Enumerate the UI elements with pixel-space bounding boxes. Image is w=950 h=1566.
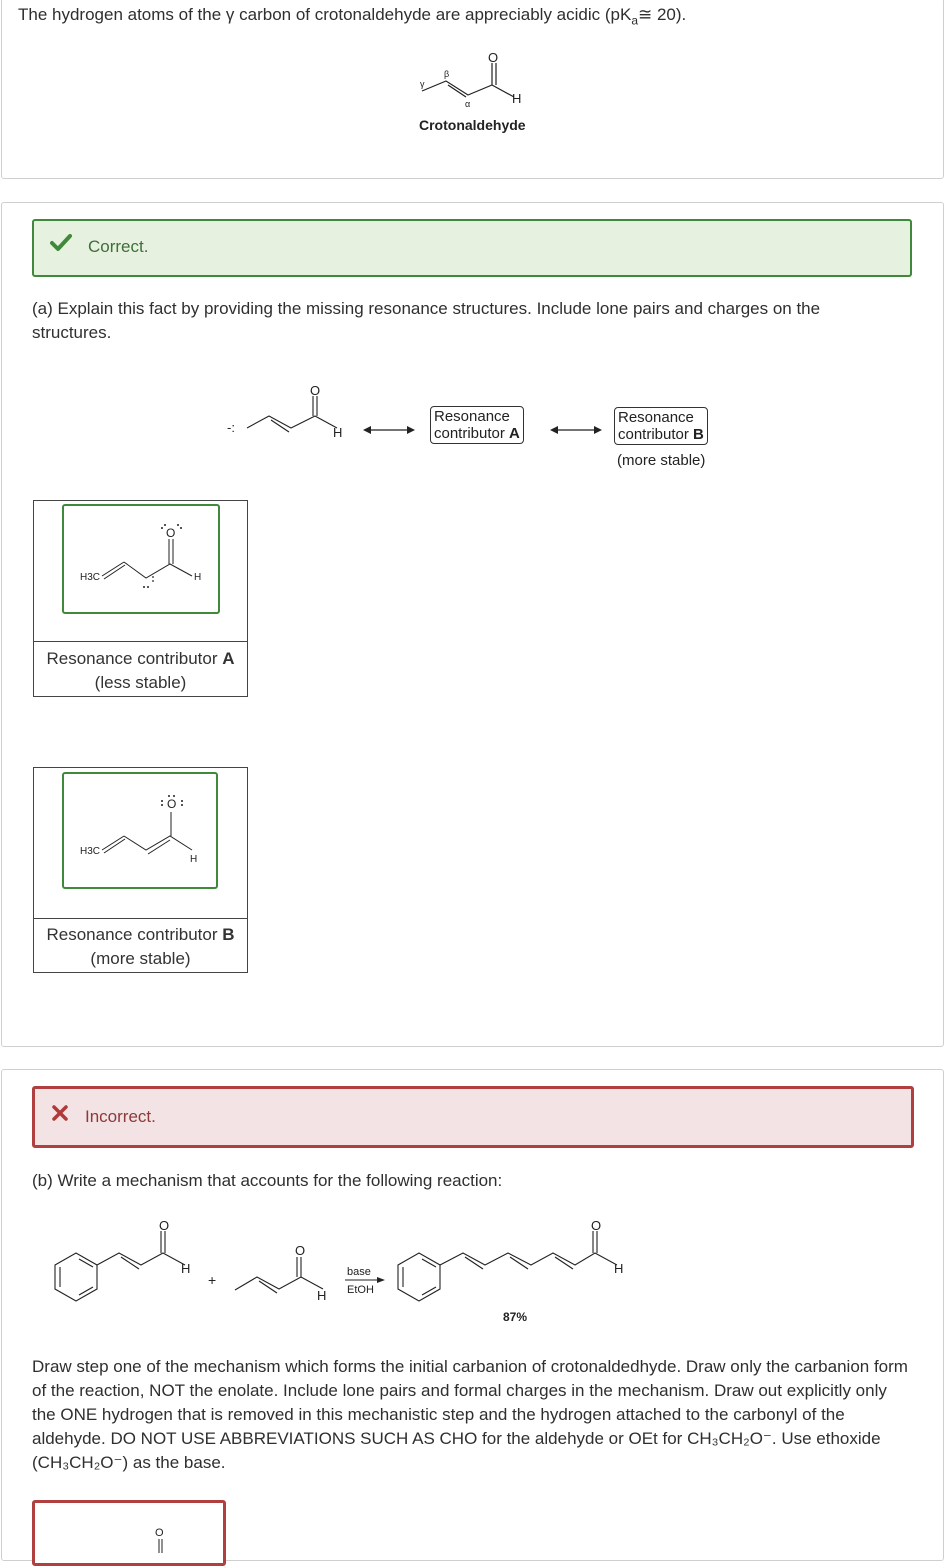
reagent-base: base <box>347 1266 371 1278</box>
crotonaldehyde-reactant <box>235 1257 323 1293</box>
structure-drawing-b[interactable] <box>62 772 218 889</box>
part-b-feedback <box>32 1086 914 1148</box>
structure-a-oxygen: O <box>166 526 176 540</box>
structure-b-hydrogen: H <box>190 854 198 865</box>
part-a-feedback <box>32 219 912 277</box>
product-hydrogen: H <box>614 1261 624 1276</box>
gamma-label: γ <box>420 79 425 89</box>
plus-sign: + <box>208 1272 217 1288</box>
cross-icon <box>51 1104 69 1127</box>
scheme-oxygen: O <box>310 383 321 398</box>
intro-card <box>1 0 944 179</box>
caption-b-prefix: Resonance contributor <box>46 925 223 944</box>
scheme-box-b-letter: B <box>693 426 704 443</box>
beta-label: β <box>444 69 450 79</box>
reactant1-hydrogen: H <box>181 1261 191 1276</box>
scheme-box-a-line1: Resonance <box>434 408 510 425</box>
yield-label: 87% <box>503 1310 528 1324</box>
alpha-label: α <box>465 99 471 109</box>
resonance-scheme <box>225 380 425 450</box>
feedback-label: Incorrect. <box>85 1107 156 1126</box>
answer-box-a <box>33 500 248 697</box>
part-b-question: (b) Write a mechanism that accounts for the following reaction: <box>32 1171 503 1190</box>
feedback-label: Correct. <box>88 237 149 256</box>
checkmark-icon <box>50 233 72 258</box>
cinnamaldehyde <box>55 1231 185 1301</box>
product-oxygen: O <box>591 1218 602 1233</box>
scheme-box-a-line2: contributor <box>434 425 510 442</box>
scheme-box-b-line2: contributor <box>618 426 694 443</box>
hydrogen-label: H <box>512 91 522 106</box>
caption-a-note: (less stable) <box>94 673 187 692</box>
product <box>398 1231 617 1301</box>
caption-b-letter: B <box>222 925 235 944</box>
scheme-box-b-line1: Resonance <box>618 409 694 426</box>
structure-a-svg <box>64 506 218 612</box>
caption-b <box>34 923 247 947</box>
structure-a-h3c: H3C <box>80 572 101 583</box>
scheme-box-b <box>614 407 708 445</box>
answer-box-b <box>33 767 248 973</box>
resonance-arrow-2 <box>550 424 602 436</box>
answer-box-b-part[interactable] <box>32 1500 226 1566</box>
part-b-instructions: Draw step one of the mechanism which forms the initial carbanion of crotonaldedhyde. Draw only the carbanion form of the reaction, NOT the enolate. Include lone pairs and formal charges in the mechanism. Draw out explicitly only the ONE hydrogen that is removed in this mechanistic step and the hydrogen attached to the carbonyl of the aldehyde. DO NOT USE ABBREVIATIONS SUCH AS CHO for the aldehyde or OEt for CH₃CH₂O⁻. Use ethoxide (CH₃CH₂O⁻) as the base. <box>32 1357 908 1472</box>
caption-a-prefix: Resonance contributor <box>46 649 223 668</box>
structure-drawing-a[interactable] <box>62 504 220 614</box>
answer-start-structure <box>153 1523 169 1553</box>
reactant2-oxygen: O <box>295 1243 306 1258</box>
caption-a-letter: A <box>222 649 235 668</box>
scheme-anion: -: <box>227 420 235 435</box>
structure-a-hydrogen: H <box>194 572 202 583</box>
lone-pair-dots-a <box>143 524 182 588</box>
intro-text: The hydrogen atoms of the γ carbon of crotonaldehyde are appreciably acidic ($pK_a≅$ 20). <box>18 5 687 28</box>
oxygen-label: O <box>488 50 499 65</box>
structure-b-svg <box>64 774 216 887</box>
structure-b-oxygen: O <box>167 797 177 811</box>
caption-a <box>34 647 247 671</box>
structure-b-h3c: H3C <box>80 846 101 857</box>
caption-b-note: (more stable) <box>90 949 191 968</box>
answer-oxygen: O <box>155 1527 164 1539</box>
scheme-box-a <box>430 406 524 444</box>
reaction-scheme <box>45 1215 685 1330</box>
scheme-hydrogen: H <box>333 425 343 440</box>
scheme-box-a-letter: A <box>509 425 520 442</box>
molecule-name: Crotonaldehyde <box>419 117 526 133</box>
resonance-arrow-1 <box>363 424 415 436</box>
scheme-box-b-note: (more stable) <box>617 452 706 469</box>
reagent-solvent: EtOH <box>347 1284 374 1296</box>
part-a-question: (a) Explain this fact by providing the missing resonance structures. Include lone pairs and charges on the structures. <box>32 299 821 342</box>
reactant2-hydrogen: H <box>317 1288 327 1303</box>
crotonaldehyde-structure <box>402 47 552 137</box>
reactant1-oxygen: O <box>159 1218 170 1233</box>
